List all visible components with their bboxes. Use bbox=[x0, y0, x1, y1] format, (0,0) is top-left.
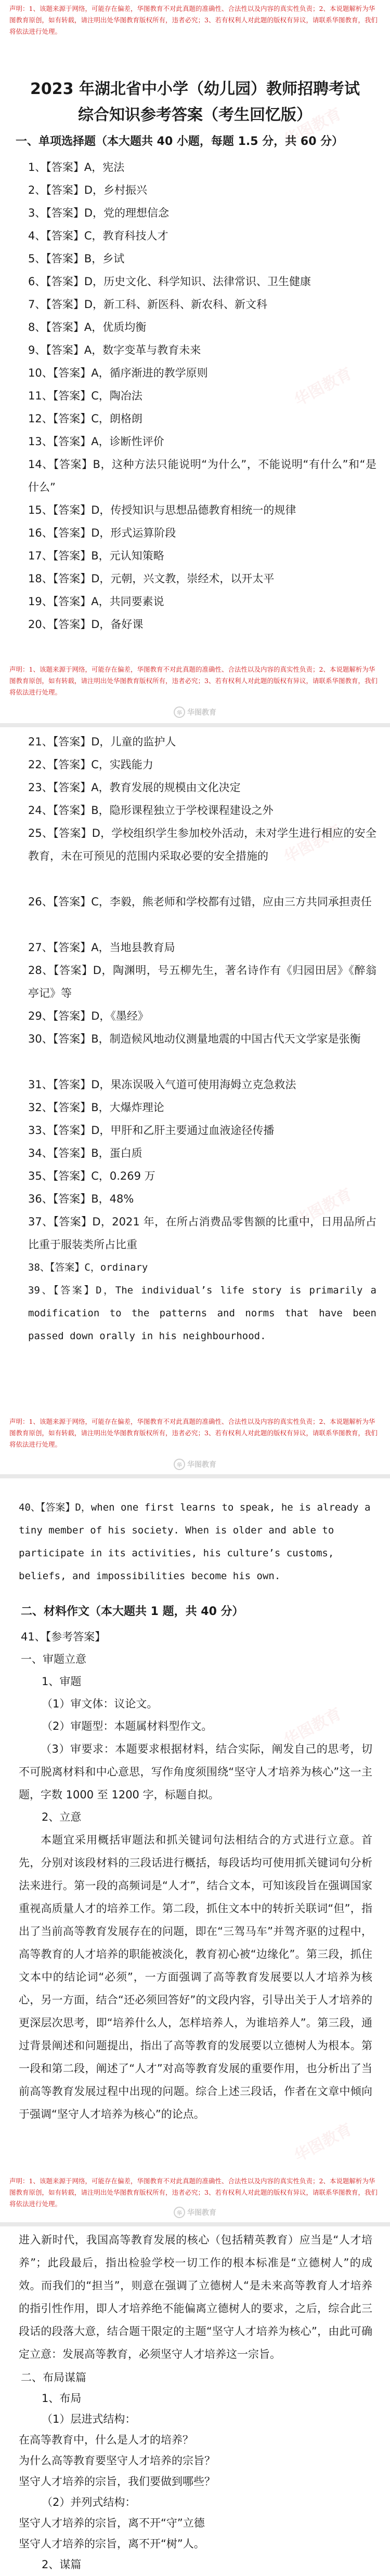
answer-item: 24、【答案】B，隐形课程独立于学校课程建设之外 bbox=[28, 804, 274, 817]
answer-item: 11、【答案】C，陶冶法 bbox=[28, 390, 142, 402]
section-heading: 一、单项选择题（本大题共 40 小题，每题 1.5 分，共 60 分） bbox=[16, 135, 344, 148]
answer-item: 4、【答案】C，教育科技人才 bbox=[28, 230, 168, 242]
essay-heading: 二、布局谋篇 bbox=[21, 2371, 86, 2384]
answer-item: 36、【答案】B，48% bbox=[28, 1193, 134, 1205]
essay-paragraph: 进入新时代，我国高等教育发展的核心（包括精英教育）应当是“人才培养”；此段最后，指出检验学校一切工作的根本标准是“立德树人”的成效。而我们的“担当”，则意在强调了立德树人“是未来高等教育人才培养的指引性作用，即人才培养绝不能偏离立德树人的要求，之后，综合此三段话的段落大意，结合题干限定的主题“坚守人才培养为核心”，由此可确定立意：发展高等教育，必须坚守人才培养这一宗旨。 bbox=[19, 2234, 372, 2360]
essay-line: 在高等教育中，什么是人才的培养？ bbox=[19, 2434, 193, 2446]
essay-subheading: 2、谋篇 bbox=[42, 2558, 82, 2571]
essay-subheading: 1、布局 bbox=[42, 2392, 82, 2405]
page-title: 2023 年湖北省中小学（幼儿园）教师招聘考试 bbox=[30, 80, 360, 98]
answer-item: 29、【答案】D，《墨经》 bbox=[28, 1010, 149, 1022]
watermark: 华图教育 bbox=[281, 104, 345, 150]
watermark: 华图教育 bbox=[281, 1704, 345, 1750]
section-heading: 二、材料作文（本大题共 1 题，共 40 分） bbox=[21, 1605, 244, 1618]
answer-item: 26、【答案】C，李毅，熊老师和学校都有过错，应由三方共同承担责任 bbox=[28, 896, 372, 908]
watermark: 华图教育 bbox=[291, 2120, 355, 2166]
footer-brand: 华图教育 bbox=[187, 2209, 216, 2217]
answer-item: 14、【答案】B，这种方法只能说明“为什么”，不能说明“有什么”和“是什么” bbox=[28, 458, 376, 493]
answer-item: 25、【答案】D，学校组织学生参加校外活动，未对学生进行相应的安全教育，未在可预见的范围内采取必要的安全措施的 bbox=[28, 827, 376, 862]
answer-item: 19、【答案】A，共同要素说 bbox=[28, 595, 164, 608]
answer-item: 5、【答案】B，乡试 bbox=[28, 252, 125, 265]
essay-paragraph: 本题宜采用概括审题法和抓关键词句法相结合的方式进行立意。首先，分别对该段材料的三段话进行概括，每段话均可使用抓关键词句分析法来进行。第一段的高频词是“人才”，结合文本，可知该段旨在强调国家重视高质量人才的培养工作。第二段，抓住文本中的转折关联词“但”，指出了当前高等教育发展存在的问题，即在“三驾马车”并驾齐驱的过程中，高等教育的人才培养的职能被淡化，教育初心被“边缘化”。第三段，抓住文本中的结论词“必须”，一方面强调了高等教育发展要以人才培养为核心，另一方面，结合“还必须回答好”的文段内容，引导出关于人才培养的更深层次思考，即“培养什么人，怎样培养人，为谁培养人”。第三段，通过背景阐述和问题提出，指出了高等教育的发展要以立德树人为根本。第一段和第二段，阐述了“人才”对高等教育发展的重要作用，也分析出了当前高等教育发展过程中出现的问题。综合上述三段话，作者在文章中倾向于强调“坚守人才培养为核心”的论点。 bbox=[19, 1834, 372, 2120]
answer-item: 39、【答案】D，The individual’s life story is primarily a modification to the patterns and norms that have been passed down orally in his neighbourhood. bbox=[28, 1285, 376, 1342]
brand-logo-icon: 华 bbox=[174, 706, 185, 718]
page-divider bbox=[0, 723, 390, 727]
essay-line: （1）层进式结构： bbox=[42, 2413, 136, 2425]
essay-line: （1）审文体：议论文。 bbox=[42, 1698, 158, 1710]
answer-item: 10、【答案】A，循序渐进的教学原则 bbox=[28, 367, 208, 379]
page-divider bbox=[0, 1474, 390, 1478]
answer-item: 12、【答案】C，朗格朗 bbox=[28, 412, 142, 425]
essay-line: 坚守人才培养的宗旨，离不开“树”人。 bbox=[19, 2538, 205, 2550]
answer-item: 23、【答案】A，教育发展的规模由文化决定 bbox=[28, 781, 241, 794]
answer-item: 8、【答案】A，优质均衡 bbox=[28, 321, 147, 333]
answer-item: 1、【答案】A，宪法 bbox=[28, 161, 125, 173]
essay-line: 坚守人才培养的宗旨，我们要做到哪些？ bbox=[19, 2475, 215, 2488]
answer-item: 21、【答案】D，儿童的监护人 bbox=[28, 736, 176, 748]
copyright-notice: 声明：1、该题来源于网络，可能存在偏差，华图教育不对此真题的准确性、合法性以及内容的真实性负责；2、本说题解析为华图教育原创，如有转载，请注明出处华图教育版权所有，违者必究；3、若有权利人对此题的版权有异议，请联系华图教育，我们将依法进行处理。 bbox=[9, 2177, 378, 2208]
page-divider bbox=[0, 2222, 390, 2226]
brand-logo-icon: 华 bbox=[174, 1459, 185, 1470]
copyright-notice: 声明：1、该题来源于网络，可能存在偏差，华图教育不对此真题的准确性、合法性以及内容的真实性负责；2、本说题解析为华图教育原创，如有转载，请注明出处华图教育版权所有，违者必究；3、若有权利人对此题的版权有异议，请联系华图教育，我们将依法进行处理。 bbox=[9, 665, 378, 696]
essay-line: （2）并列式结构： bbox=[42, 2496, 136, 2508]
brand-logo-icon: 华 bbox=[174, 2207, 185, 2218]
answer-item: 7、【答案】D，新工科、新医科、新农科、新文科 bbox=[28, 298, 268, 311]
essay-question: 41、【参考答案】 bbox=[21, 1631, 106, 1643]
essay-line: 为什么高等教育要坚守人才培养的宗旨？ bbox=[19, 2454, 215, 2467]
essay-line: 坚守人才培养的宗旨，离不开“守”立德 bbox=[19, 2517, 205, 2529]
answer-item: 32、【答案】B，大爆炸理论 bbox=[28, 1101, 164, 1114]
watermark: 华图教育 bbox=[291, 1185, 355, 1231]
essay-paragraph: （3）审要求：本题要求根据材料，结合实际，阐发自己的思考，切不可脱离材料和中心意思，写作角度须围绕“坚守人才培养为核心”这一主题，字数 1000 至 1200 字，标题自拟。 bbox=[19, 1743, 372, 1801]
essay-heading: 一、审题立意 bbox=[21, 1653, 86, 1665]
essay-subheading: 1、审题 bbox=[42, 1675, 82, 1688]
footer-logo bbox=[159, 2206, 231, 2219]
answer-40: 40、【答案】D，when one first learns to speak, he is already a tiny member of his society. When is older and able to participate in its activities, his culture’s customs, beliefs, and impossibilities become his own. bbox=[19, 1502, 371, 1582]
footer-brand: 华图教育 bbox=[187, 1461, 216, 1469]
answer-item: 28、【答案】D，陶渊明，号五柳先生，著名诗作有《归园田居》《醉翁亭记》等 bbox=[28, 964, 376, 999]
footer-logo bbox=[159, 1458, 231, 1471]
copyright-notice: 声明：1、该题来源于网络，可能存在偏差，华图教育不对此真题的准确性、合法性以及内容的真实性负责；2、本说题解析为华图教育原创，如有转载，请注明出处华图教育版权所有，违者必究；3、若有权利人对此题的版权有异议，请联系华图教育，我们将依法进行处理。 bbox=[9, 1418, 378, 1448]
answer-item: 34、【答案】B，蛋白质 bbox=[28, 1147, 142, 1159]
answer-item: 22、【答案】C，实践能力 bbox=[28, 758, 153, 771]
essay-subheading: 2、立意 bbox=[42, 1811, 82, 1823]
answer-item: 30、【答案】B，制造候风地动仪测量地震的中国古代天文学家是张衡 bbox=[28, 1033, 361, 1045]
answer-item: 15、【答案】D，传授知识与思想品德教育相统一的规律 bbox=[28, 504, 296, 516]
answer-item: 35、【答案】C，0.269 万 bbox=[28, 1170, 155, 1182]
answer-item: 9、【答案】A，数字变革与教育未来 bbox=[28, 344, 201, 356]
watermark: 华图教育 bbox=[291, 364, 355, 410]
footer-brand: 华图教育 bbox=[187, 709, 216, 717]
answer-item: 33、【答案】D，甲肝和乙肝主要通过血液途径传播 bbox=[28, 1124, 275, 1137]
answer-item: 2、【答案】D，乡村振兴 bbox=[28, 184, 148, 196]
essay-line: （2）审题型：本题属材料型作文。 bbox=[42, 1720, 213, 1732]
answer-item: 20、【答案】D，备好课 bbox=[28, 618, 144, 631]
answer-item: 18、【答案】D，元朝，兴文教，崇经术，以开太平 bbox=[28, 572, 275, 585]
page-subtitle: 综合知识参考答案（考生回忆版） bbox=[78, 106, 312, 124]
answer-item: 31、【答案】D，果冻误吸入气道可使用海姆立克急救法 bbox=[28, 1078, 296, 1091]
answer-item: 27、【答案】A，当地县教育局 bbox=[28, 941, 175, 954]
answer-item: 13、【答案】A，诊断性评价 bbox=[28, 435, 164, 448]
watermark: 华图教育 bbox=[281, 821, 345, 867]
answer-item: 16、【答案】D，形式运算阶段 bbox=[28, 527, 176, 539]
answer-item: 17、【答案】B，元认知策略 bbox=[28, 550, 164, 562]
answer-item: 6、【答案】D，历史文化、科学知识、法律常识、卫生健康 bbox=[28, 275, 311, 288]
copyright-notice: 声明：1、该题来源于网络，可能存在偏差，华图教育不对此真题的准确性、合法性以及内容的真实性负责；2、本说题解析为华图教育原创，如有转载，请注明出处华图教育版权所有，违者必究；3、若有权利人对此题的版权有异议，请联系华图教育，我们将依法进行处理。 bbox=[9, 5, 378, 35]
footer-logo bbox=[159, 705, 231, 719]
answer-item: 37、【答案】D，2021 年，在所占消费品零售额的比重中，日用品所占比重于服装类所占比重 bbox=[28, 1216, 376, 1251]
answer-item: 3、【答案】D，党的理想信念 bbox=[28, 207, 170, 219]
answer-item: 38、【答案】C，ordinary bbox=[28, 1262, 148, 1273]
